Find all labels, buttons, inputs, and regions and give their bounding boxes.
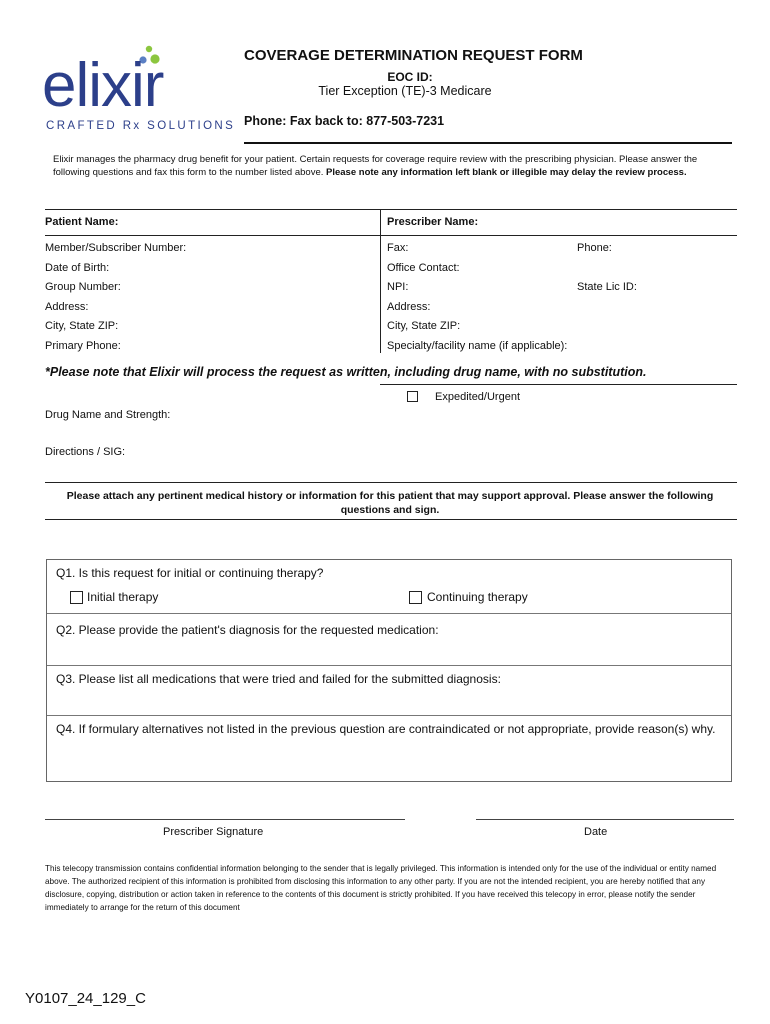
attach-bottom-rule	[45, 519, 737, 520]
phone-fax-line: Phone: Fax back to: 877-503-7231	[244, 114, 445, 128]
initial-therapy-label: Initial therapy	[87, 590, 159, 604]
attach-top-rule	[45, 482, 737, 483]
prescriber-address-label: Address:	[387, 301, 431, 313]
primary-phone-label: Primary Phone:	[45, 340, 121, 352]
attach-instructions: Please attach any pertinent medical history or information for this patient that may support approval. Please answer the following questions and sign.	[66, 490, 714, 516]
header-divider	[244, 142, 732, 144]
question-4: Q4. If formulary alternatives not listed in the previous question are contraindicated or not appropriate, provide reason(s) why.	[56, 722, 716, 736]
eoc-id-value: Tier Exception (TE)-3 Medicare	[318, 84, 492, 98]
question-divider	[47, 715, 731, 716]
question-2: Q2. Please provide the patient's diagnosis for the requested medication:	[56, 623, 439, 637]
table-top-rule	[45, 209, 737, 210]
state-lic-id-label: State Lic ID:	[577, 281, 637, 293]
form-title: COVERAGE DETERMINATION REQUEST FORM	[244, 47, 583, 64]
prescriber-fax-label: Fax:	[387, 242, 409, 254]
intro-bold-text: Please note any information left blank or illegible may delay the review process.	[326, 166, 687, 178]
question-1: Q1. Is this request for initial or continuing therapy?	[56, 566, 324, 580]
prescriber-city-state-zip-label: City, State ZIP:	[387, 320, 461, 332]
office-contact-label: Office Contact:	[387, 262, 460, 274]
date-line[interactable]	[476, 819, 734, 820]
patient-name-label: Patient Name:	[45, 216, 119, 228]
date-label: Date	[584, 826, 608, 838]
intro-paragraph	[53, 154, 733, 179]
prescriber-name-label: Prescriber Name:	[387, 216, 479, 228]
prescriber-phone-label: Phone:	[577, 242, 612, 254]
eoc-id-label: EOC ID:	[387, 70, 433, 84]
date-of-birth-label: Date of Birth:	[45, 262, 110, 274]
group-number-label: Group Number:	[45, 281, 121, 293]
confidentiality-disclaimer: This telecopy transmission contains confidential information belonging to the sender that is legally privileged. This information is intended only for the use of the individual or entity named above. The authorized recipient of this information is prohibited from disclosing this information to any other party. If you are not the intended recipient, you are hereby notified that any disclosure, copying, distribution or action taken in reference to the contents of this document is strictly prohibited. If you have received this telecopy in error, please notify the sender immediately to arrange for the return of this document	[45, 864, 717, 912]
prescriber-signature-label: Prescriber Signature	[163, 826, 264, 838]
logo-wordmark: elixir	[42, 51, 164, 116]
question-3: Q3. Please list all medications that were tried and failed for the submitted diagnosis:	[56, 672, 501, 686]
expedited-checkbox[interactable]	[407, 391, 418, 402]
initial-therapy-checkbox[interactable]	[70, 591, 83, 604]
intro-text: Elixir manages the pharmacy drug benefit for your patient. Certain requests for coverage require review with the prescribing physician. Please answer the following questions and fax this form to the number listed above.	[53, 154, 698, 178]
prescriber-signature-line[interactable]	[45, 819, 405, 820]
drug-section-rule	[380, 384, 737, 385]
logo-tagline: CRAFTED Rx SOLUTIONS	[46, 120, 236, 132]
continuing-therapy-checkbox[interactable]	[409, 591, 422, 604]
drug-name-strength-label: Drug Name and Strength:	[45, 409, 171, 421]
questions-box	[46, 559, 732, 782]
npi-label: NPI:	[387, 281, 409, 293]
expedited-label: Expedited/Urgent	[435, 391, 520, 403]
member-number-label: Member/Subscriber Number:	[45, 242, 187, 254]
table-heading-rule	[45, 235, 737, 236]
specialty-facility-label: Specialty/facility name (if applicable):	[387, 340, 568, 352]
question-divider	[47, 665, 731, 666]
continuing-therapy-label: Continuing therapy	[427, 590, 528, 604]
patient-city-state-zip-label: City, State ZIP:	[45, 320, 119, 332]
patient-address-label: Address:	[45, 301, 89, 313]
question-divider	[47, 613, 731, 614]
directions-sig-label: Directions / SIG:	[45, 446, 126, 458]
form-code: Y0107_24_129_C	[25, 990, 146, 1007]
no-substitution-notice: *Please note that Elixir will process the request as written, including drug name, with no substitution.	[45, 365, 647, 379]
table-column-divider	[380, 210, 381, 353]
